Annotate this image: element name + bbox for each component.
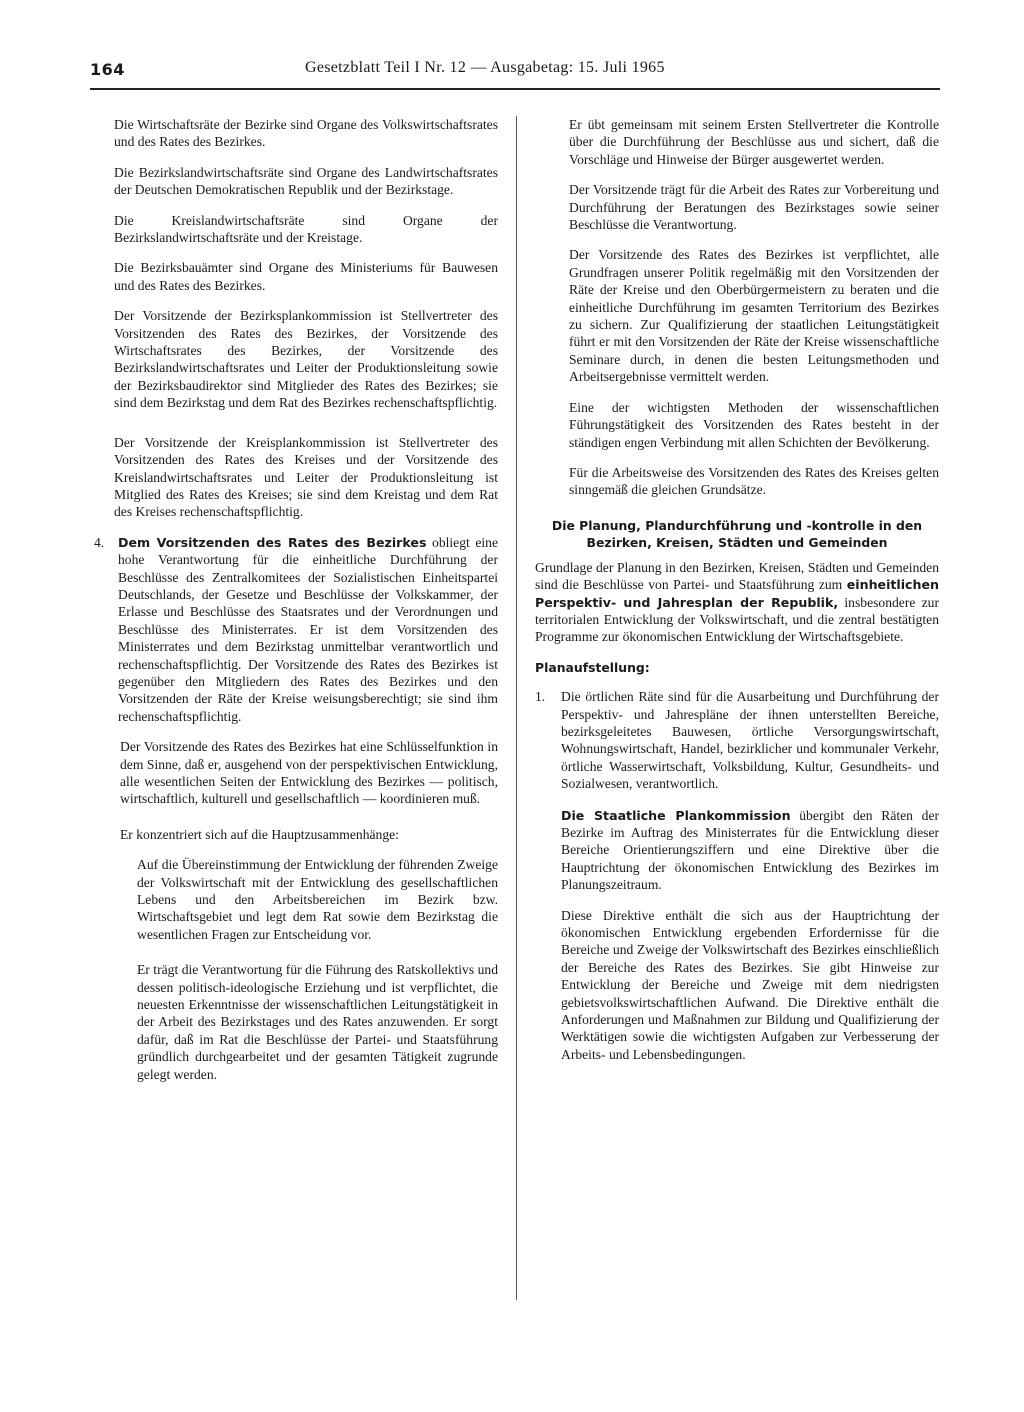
paragraph: Die Kreislandwirtschaftsräte sind Organe der Bezirkslandwirtschaftsräte und der Kreistage. xyxy=(114,212,498,246)
left-column xyxy=(94,116,498,1096)
column-divider xyxy=(516,116,517,1300)
paragraph: Diese Direktive enthält die sich aus der Hauptrichtung der ökonomischen Entwicklung ergebenden Erfordernisse für die Bereiche und Zweige der Volkswirtschaft des Bezirkes einschließlich der Bereiche des Rates des Bezirkes. Sie gibt Hinweise zur Entwicklung der Bereiche und Zweige mit dem niedrigsten gebietsvolkswirtschaftlichen Aufwand. Die Direktive enthält die Anforderungen und Maßnahmen zur Bildung und Qualifizierung der Werktätigen sowie die wichtigsten Aufgaben zur Verbesserung der Arbeits- und Lebensbedingungen. xyxy=(561,907,939,1062)
right-intro-block xyxy=(535,116,939,499)
right-column xyxy=(535,116,939,1076)
paragraph: Die Bezirksbauämter sind Organe des Ministeriums für Bauwesen und des Rates des Bezirkes. xyxy=(114,260,498,293)
indented-paragraph: Er trägt die Verantwortung für die Führung des Ratskollektivs und dessen politisch-ideologische Erziehung und ist verpflichtet, die neuesten Erkenntnisse der wissenschaftlichen Leitungstätigkeit in der Arbeit des Bezirkstages und des Rates anzuwenden. Er sorgt dafür, daß im Rat die Beschlüsse der Partei- und Staatsführung gründlich durchgearbeitet und der gesamten Tätigkeit zugrunde gelegt werden. xyxy=(137,962,498,1082)
header-rule xyxy=(90,88,940,90)
running-header: Gesetzblatt Teil I Nr. 12 — Ausgabetag: 15. Juli 1965 xyxy=(305,59,665,76)
item-text: obliegt eine hohe Verantwortung für die einheitliche Durchführung der Beschlüsse des Zentralkomitees der Sozialistischen Einheitspartei Deutschlands, der Gesetze und Beschlüsse der Volkskammer, der Erlasse und Beschlüsse des Staatsrates und der Verordnungen und Beschlüsse des Ministerrates. Er ist dem Vorsitzenden des Ministerrates und dem Bezirkstag unmittelbar verantwortlich und rechenschaftspflichtig. Der Vorsitzende des Rates des Bezirkes ist gegenüber den Mitgliedern des Rates des Bezirkes und den Vorsitzenden der Räte der Kreise weisungsberechtigt; sie sind ihm rechenschaftspflichtig. xyxy=(118,534,498,724)
text-run: insbesondere zur territorialen Entwicklung der Volkswirtschaft, und die zentral bestätigten Programme zur ökonomischen Entwicklung der Wirtschaftsgebiete. xyxy=(535,594,940,645)
paragraph: Die Wirtschaftsräte der Bezirke sind Organe des Volkswirtschaftsrates und des Rates des Bezirkes. xyxy=(114,117,498,150)
page-number: 164 xyxy=(90,60,125,79)
sub-heading: Planaufstellung: xyxy=(535,659,650,675)
paragraph: Der Vorsitzende der Kreisplankommission ist Stellvertreter des Vorsitzenden des Rates des Kreises und der Vorsitzende des Kreislandwirtschaftsrates und Leiter der Produktionsleitung ist Mitglied des Rates des Kreises; sie sind dem Kreistag und dem Rat des Kreises rechenschaftspflichtig. xyxy=(114,434,498,520)
paragraph xyxy=(535,559,939,646)
bold-text-run: Die Staatliche Plankommission xyxy=(561,807,791,823)
paragraph: Eine der wichtigsten Methoden der wissenschaftlichen Führungstätigkeit des Vorsitzenden des Rates besteht in der ständigen engen Verbindung mit allen Schichten der Bevölkerung. xyxy=(569,399,939,450)
paragraph: Der Vorsitzende des Rates des Bezirkes hat eine Schlüsselfunktion in dem Sinne, daß er, ausgehend von der perspektivischen Entwicklung, alle wesentlichen Seiten der Entwicklung des Bezirkes — politisch, wirtschaftlich, kulturell und gesellschaftlich — koordinieren muß. xyxy=(120,739,498,807)
paragraph: Er konzentriert sich auf die Hauptzusammenhänge: xyxy=(120,826,399,842)
text-run: übergibt den Räten der Bezirke im Auftrag des Ministerrates für die Entwicklung dieser Bereiche Orientierungsziffern und eine Direktive über die Hauptrichtung der ökonomischen Entwicklung des Bezirkes im Planungszeitraum. xyxy=(561,807,940,893)
paragraph: Die Bezirkslandwirtschaftsräte sind Organe des Landwirtschaftsrates der Deutschen Demokratischen Republik und der Bezirkstage. xyxy=(114,164,498,198)
paragraph: Der Vorsitzende trägt für die Arbeit des Rates zur Vorbereitung und Durchführung der Beratungen des Bezirkstages sowie seiner Beschlüsse die Verantwortung. xyxy=(569,182,939,233)
item-text: Die örtlichen Räte sind für die Ausarbeitung und Durchführung der Perspektiv- und Jahrespläne der ihnen unterstellten Bereiche, bezirksgeleitetes Bauwesen, örtliche Versorgungswirtschaft, Wohnungswirtschaft, Handel, bezirklicher und kommunaler Verkehr, örtliche Wasserwirtschaft, Volksbildung, Kultur, Gesundheits- und Sozialwesen, verantwortlich. xyxy=(561,689,939,792)
section-heading: Die Planung, Plandurchführung und -kontrolle in den Bezirken, Kreisen, Städten und Gemeinden xyxy=(551,517,923,550)
paragraph xyxy=(561,807,939,894)
paragraph: Der Vorsitzende der Bezirksplankommission ist Stellvertreter des Vorsitzenden des Rates des Bezirkes, der Vorsitzende des Wirtschaftsrates des Bezirkes, der Vorsitzende des Bezirkslandwirtschaftsrates und Leiter der Produktionsleitung sowie der Bezirksbaudirektor sind Mitglieder des Rates des Bezirkes; sie sind dem Bezirkstag und dem Rat des Bezirkes rechenschaftspflichtig. xyxy=(114,308,498,411)
bold-text-run: einheitlichen Perspektiv- und Jahresplan der Republik, xyxy=(535,577,939,610)
paragraph: Er übt gemeinsam mit seinem Ersten Stellvertreter die Kontrolle über die Durchführung der Beschlüsse aus und sichert, daß die Vorschläge und Hinweise der Bürger ausgewertet werden. xyxy=(569,117,939,167)
indented-paragraph: Auf die Übereinstimmung der Entwicklung der führenden Zweige der Volkswirtschaft mit der Entwicklung des gesellschaftlichen Lebens und den Arbeitsbereichen im Bezirk bzw. Wirtschaftsgebiet und legt dem Rat sowie dem Bezirkstag die wesentlichen Fragen zur Entscheidung vor. xyxy=(137,857,498,942)
item-number: 4. xyxy=(94,534,105,550)
numbered-item-4 xyxy=(94,534,498,725)
paragraph: Für die Arbeitsweise des Vorsitzenden des Rates des Kreises gelten sinngemäß die gleichen Grundsätze. xyxy=(569,464,939,498)
item-number: 1. xyxy=(535,689,546,705)
paragraph: Der Vorsitzende des Rates des Bezirkes ist verpflichtet, alle Grundfragen unserer Politik regelmäßig mit den Vorsitzenden der Räte der Kreise und den Oberbürgermeistern zu beraten und die einheitliche Durchführung im gesamten Territorium des Bezirkes zu sichern. Zur Qualifizierung der staatlichen Leitungstätigkeit führt er mit den Vorsitzenden der Räte der Kreise wissenschaftliche Seminare durch, in denen die besten Leitungsmethoden und Arbeitsergebnisse vermittelt werden. xyxy=(569,247,939,385)
item-bold-lead: Dem Vorsitzenden des Rates des Bezirkes xyxy=(118,534,427,550)
text-run: Grundlage der Planung in den Bezirken, Kreisen, Städten und Gemeinden sind die Beschlüsse von Partei- und Staatsführung zum xyxy=(535,559,939,593)
numbered-item-1 xyxy=(535,688,939,792)
